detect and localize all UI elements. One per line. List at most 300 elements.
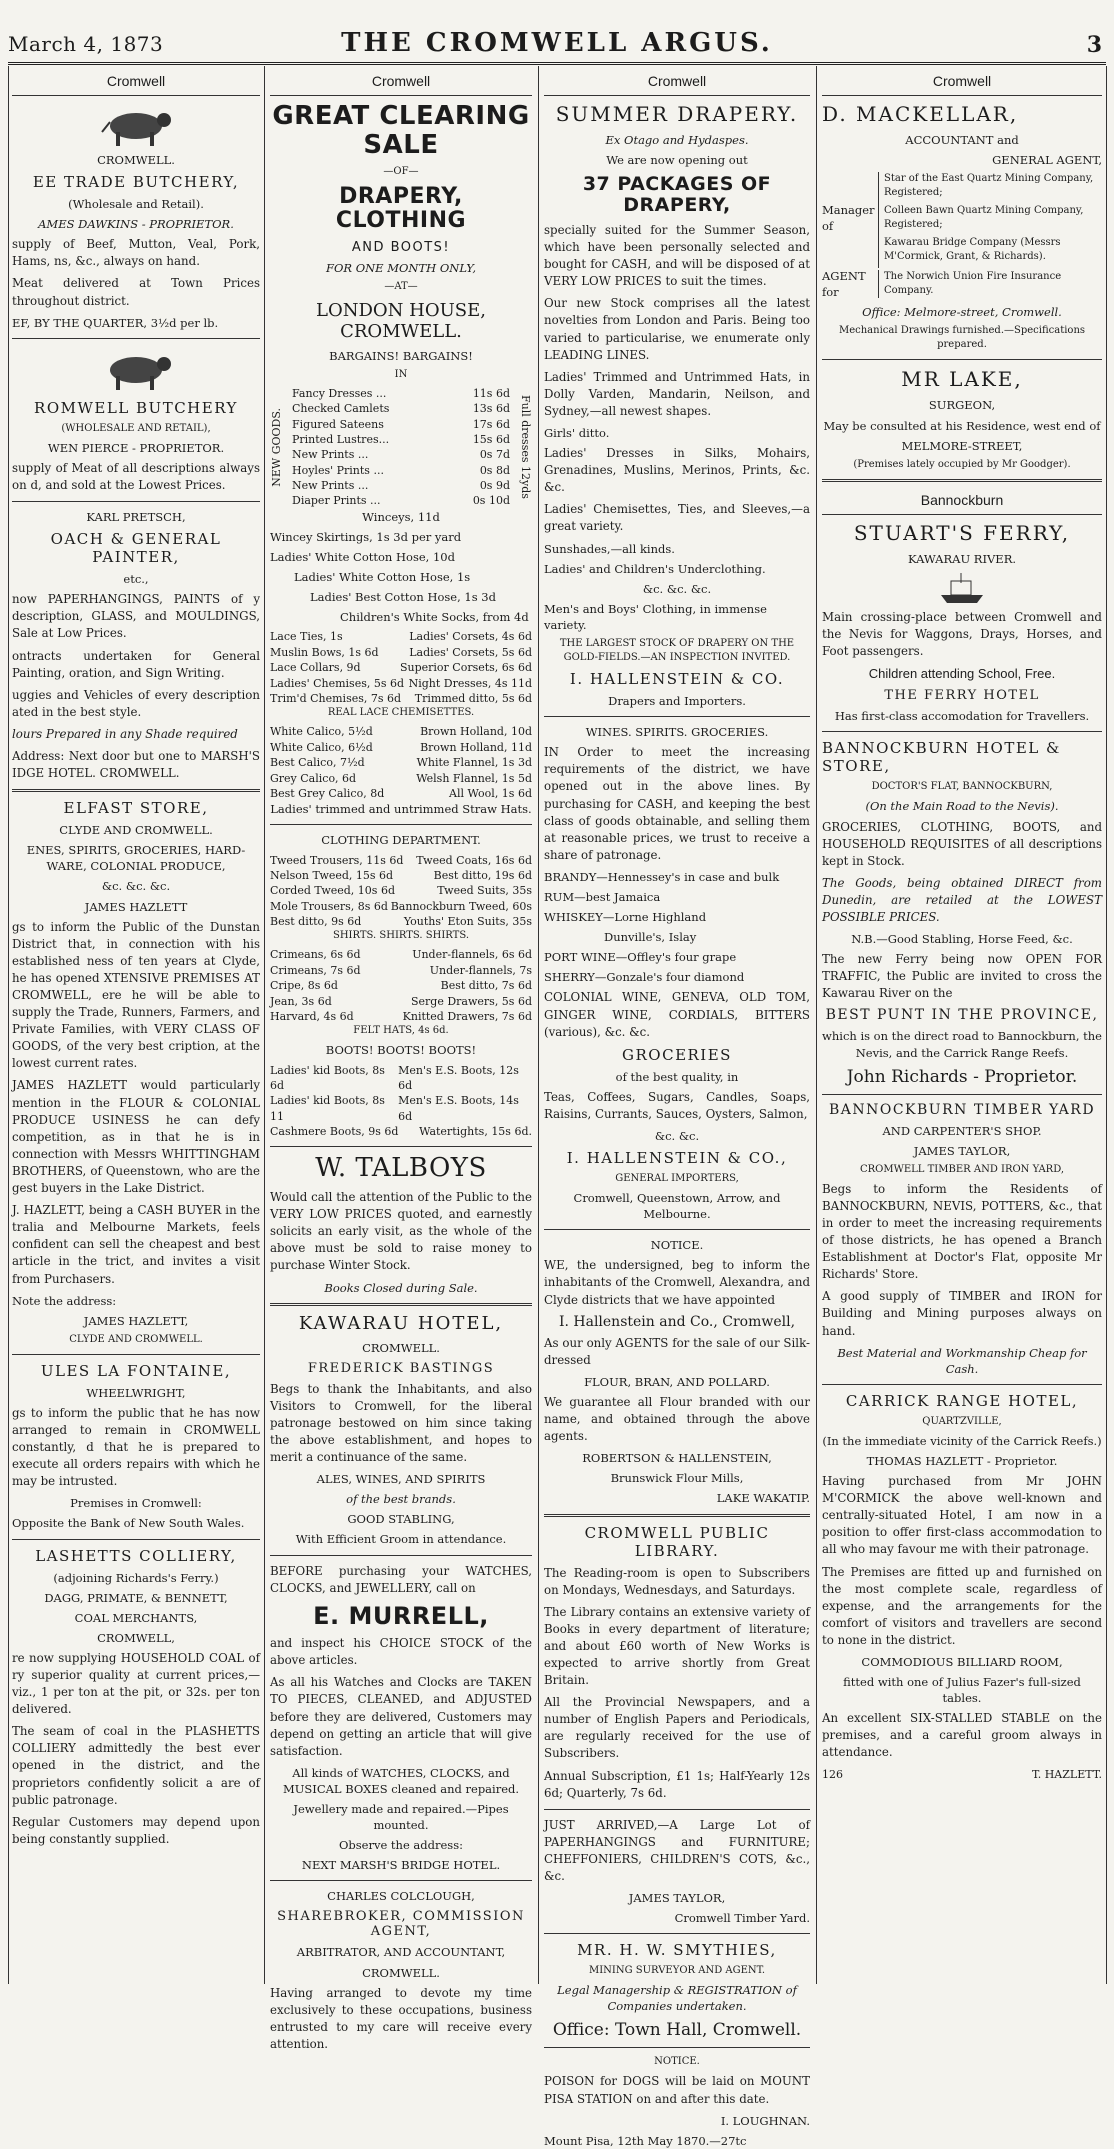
price-row [292, 432, 510, 447]
ad-line: I. LOUGHNAN. [720, 2113, 810, 2128]
ad-line: KAWARAU RIVER. [907, 551, 1017, 566]
ad-line: (WHOLESALE AND RETAIL), [61, 422, 211, 434]
ad-heading: ROMWELL BUTCHERY [34, 398, 238, 417]
price-item: Fancy Dresses ... [292, 386, 387, 400]
price-item: Figured Sateens [292, 417, 384, 431]
ad-heading: SUMMER DRAPERY. [555, 102, 799, 126]
page-number: 3 [1086, 32, 1102, 58]
column-header: Cromwell [270, 70, 532, 96]
price-item: Lace Collars, 9d [270, 661, 361, 675]
ad-text: Ladies' Dresses in Silks, Mohairs, Grenadines, Muslins, Merinos, Prints, &c. &c. [544, 446, 810, 495]
ad-text: All the Provincial Newspapers, and a number of English Papers and Periodicals, are regularly received for the use of Subscribers. [544, 1695, 810, 1761]
ad-text: and inspect his CHOICE STOCK of the above articles. [270, 1636, 532, 1668]
ad-line: Winceys, 11d [362, 509, 440, 524]
ad-text: supply of Beef, Mutton, Veal, Pork, Hams, ns, &c., always on hand. [12, 237, 260, 269]
ad-line: of the best brands. [346, 1492, 456, 1507]
price-item: Bannockburn Tweed, 60s [390, 899, 532, 913]
column-2 [270, 70, 532, 2051]
price-pairs [270, 724, 532, 801]
price-row [270, 724, 532, 739]
price-item: Ladies' Chemises, 5s 6d [270, 676, 405, 690]
ad-line: (On the Main Road to the Nevis). [865, 799, 1059, 814]
ad-text: now PAPERHANGINGS, PAINTS of y description, GLASS, and MOULDINGS, Sale at Low Prices. [12, 592, 260, 641]
price-row [270, 1009, 532, 1024]
ad-line: Children's White Socks, from 4d [340, 610, 529, 625]
price-row [270, 883, 532, 898]
price-item: All Wool, 1s 6d [449, 786, 532, 800]
column-4 [822, 70, 1102, 1982]
ad-line: ROBERTSON & HALLENSTEIN, [582, 1451, 772, 1466]
price-row [270, 755, 532, 770]
ad-heading: I. HALLENSTEIN & CO. [569, 670, 785, 689]
ad-text: GROCERIES, CLOTHING, BOOTS, and HOUSEHOLD REQUISITES of all descriptions kept in Stock. [822, 819, 1102, 868]
ad-line: GOOD STABLING, [347, 1512, 455, 1527]
column-rule [8, 66, 9, 1984]
price-item: Ladies' kid Boots, 8s 6d [270, 1063, 385, 1092]
ad-line: AND BOOTS! [351, 239, 451, 255]
ad-line: Dunville's, Islay [604, 930, 697, 945]
ad-line: N.B.—Good Stabling, Horse Feed, &c. [851, 932, 1073, 947]
ad-line: All kinds of WATCHES, CLOCKS, and MUSICAL BOXES cleaned and repaired. [282, 1765, 520, 1796]
price-item: Hoyles' Prints ... [292, 463, 384, 477]
ad-text: POISON for DOGS will be laid on MOUNT PISA STATION on and after this date. [544, 2074, 810, 2106]
ad-text: gs to inform the Public of the Dunstan District that, in connection with his established ness of ten years at Clyde, he has opened XTENSIVE PREMISES AT CROMWELL, ere he will be able to supply the Trade, Runners, Farmers, and Private Families, with VERY CLASS OF GOODS, of the very best cription, at the lowest current rates. [12, 919, 260, 1071]
ad-heading: E. MURRELL, [313, 1601, 489, 1630]
sale-subheadline: DRAPERY, CLOTHING [335, 184, 467, 234]
ad-heading: EE TRADE BUTCHERY, [32, 173, 240, 192]
ad-line: CLYDE AND CROMWELL. [59, 823, 213, 838]
ad-text: The Goods, being obtained DIRECT from Dunedin, are retailed at the LOWEST POSSIBLE PRICES. [822, 875, 1102, 924]
ad-line: (Premises lately occupied by Mr Goodger). [853, 458, 1071, 470]
ad-line: Office: Melmore-street, Cromwell. [862, 305, 1062, 320]
price-item: Mole Trousers, 8s 6d [270, 899, 388, 913]
ad-line: CROMWELL. [362, 1340, 440, 1355]
ad-line: Observe the address: [338, 1838, 463, 1853]
ad-line: FREDERICK BASTINGS [307, 1360, 495, 1376]
ad-line: &c. &c. [654, 1129, 700, 1143]
ox-icon [96, 102, 176, 150]
price-row [270, 1124, 532, 1139]
ad-heading: ELFAST STORE, [63, 799, 209, 818]
price-item: Superior Corsets, 6s 6d [399, 661, 532, 675]
ad-text: WE, the undersigned, beg to inform the inhabitants of the Cromwell, Alexandra, and Clyde districts that we have appointed [544, 1258, 810, 1307]
ad-heading: CROMWELL PUBLIC LIBRARY. [584, 1523, 770, 1560]
price-row [292, 401, 510, 416]
ad-line: COMMODIOUS BILLIARD ROOM, [861, 1654, 1063, 1669]
price-item: Tweed Coats, 16s 6d [416, 853, 532, 867]
ad-line: (adjoining Richards's Ferry.) [53, 1570, 219, 1585]
price-item: Checked Camlets [292, 402, 390, 416]
ad-line: Ex Otago and Hydaspes. [605, 133, 749, 147]
ad-text: Begs to inform the Residents of BANNOCKBURN, NEVIS, POTTERS, &c., that in order to meet the increasing requirements of those districts, he has opened a Branch Establishment at Doctor's Flat, opposite Mr Richards' Store. [822, 1181, 1102, 1282]
price-item: 15s 6d [472, 432, 510, 446]
ad-line: We are now opening out [606, 153, 748, 168]
ad-text: The Premises are fitted up and furnished on the most complete scale, regardless of expense, and the arrangements for the comfort of visitors and travellers are second to none in the district. [822, 1564, 1102, 1647]
ad-line: I. Hallenstein and Co., Cromwell, [558, 1313, 796, 1330]
price-row [270, 660, 532, 675]
price-item: Welsh Flannel, 1s 5d [416, 771, 532, 785]
ad-line: BEST PUNT IN THE PROVINCE, [825, 1007, 1099, 1024]
ad-line: CROMWELL. [97, 153, 175, 167]
column-header: Bannockburn [822, 489, 1102, 515]
ad-line: PORT WINE—Offley's four grape [544, 950, 737, 965]
price-item: 11s 6d [472, 386, 510, 400]
ad-line: Wincey Skirtings, 1s 3d per yard [270, 529, 462, 544]
ad-text: The Reading-room is open to Subscribers on Mondays, Wednesdays, and Saturdays. [544, 1565, 810, 1597]
price-item: Harvard, 4s 6d [270, 1010, 354, 1024]
ad-line: Sunshades,—all kinds. [544, 541, 675, 556]
ad-line: SHIRTS. SHIRTS. SHIRTS. [332, 930, 469, 942]
ad-line: BOOTS! BOOTS! BOOTS! [325, 1043, 477, 1058]
price-row [270, 853, 532, 868]
ad-line: Legal Managership & REGISTRATION of Companies undertaken. [557, 1983, 797, 2014]
price-item: Crimeans, 7s 6d [270, 963, 361, 977]
ad-text: As our only AGENTS for the sale of our Silk-dressed [544, 1335, 810, 1367]
ad-line: —AT— [384, 280, 418, 292]
ad-line: SURGEON, [928, 398, 996, 413]
ad-line: Has first-class accomodation for Travellers. [834, 709, 1090, 724]
ad-line: Cromwell, Queenstown, Arrow, and Melbourne. [573, 1191, 781, 1222]
price-item: Brown Holland, 11d [420, 740, 532, 754]
ad-text: Ladies' Chemisettes, Ties, and Sleeves,—a great variety. [544, 502, 810, 534]
ad-line: &c. &c. &c. [101, 879, 171, 894]
ad-line: ARBITRATOR, AND ACCOUNTANT, [296, 1945, 506, 1960]
ad-text: Would call the attention of the Public to the VERY LOW PRICES quoted, and earnestly solicits an early visit, as the whole of the above must be sold to raise money to purchase Winter Stock. [270, 1190, 532, 1273]
ad-line: LAKE WAKATIP. [716, 1491, 810, 1506]
ad-line: fitted with one of Julius Fazer's full-sized tables. [843, 1675, 1081, 1706]
price-item: Men's E.S. Boots, 12s 6d [398, 1063, 519, 1092]
ad-text: Regular Customers may depend upon being constantly supplied. [12, 1814, 260, 1846]
ad-text: ontracts undertaken for General Painting, oration, and Sign Writing. [12, 648, 260, 680]
price-row [270, 899, 532, 914]
price-row [270, 786, 532, 801]
ad-line: JAMES HAZLETT, [83, 1313, 189, 1328]
ad-line: NEXT MARSH'S BRIDGE HOTEL. [301, 1858, 501, 1873]
ad-line: WHEELWRIGHT, [86, 1385, 186, 1400]
ad-line: FLOUR, BRAN, AND POLLARD. [584, 1374, 770, 1389]
ad-line: Jewellery made and repaired.—Pipes mounted. [293, 1802, 509, 1833]
ad-line: JAMES HAZLETT [84, 899, 188, 914]
price-item: Best ditto, 9s 6d [270, 915, 362, 929]
ad-heading: STUART'S FERRY, [853, 520, 1071, 545]
ad-text: Teas, Coffees, Sugars, Candles, Soaps, Raisins, Currants, Sauces, Oysters, Salmon, [544, 1089, 810, 1121]
ad-line: WHISKEY—Lorne Highland [544, 910, 707, 925]
ad-text: Annual Subscription, £1 1s; Half-Yearly 12s 6d; Quarterly, 7s 6d. [544, 1768, 810, 1800]
side-label: NEW GOODS. [270, 407, 283, 487]
ad-line: which is on the direct road to Bannockburn, the Nevis, and the Carrick Range Reefs. [822, 1029, 1102, 1060]
ad-text: J. HAZLETT, being a CASH BUYER in the tralia and Melbourne Markets, feels confident can sell the cheapest and best article in the trict, and invites a visit from Purchasers. [12, 1203, 260, 1286]
ad-line: 126 [822, 1767, 843, 1781]
ad-text: Meat delivered at Town Prices throughout district. [12, 276, 260, 308]
ad-line: CROMWELL. [362, 1965, 440, 1980]
ad-line: (Wholesale and Retail). [68, 197, 204, 212]
price-row [270, 629, 532, 644]
ad-line: Opposite the Bank of New South Wales. [12, 1516, 245, 1531]
ad-line: Premises in Cromwell: [70, 1496, 202, 1511]
ad-line: AGENT for [822, 269, 866, 300]
ad-line: Children attending School, Free. [868, 666, 1056, 682]
ad-line: Ladies' trimmed and untrimmed Straw Hats. [270, 802, 532, 817]
ad-line: CLYDE AND CROMWELL. [69, 1333, 203, 1345]
price-row [270, 691, 532, 706]
ad-heading: CARRICK RANGE HOTEL, [845, 1391, 1079, 1410]
ad-text: COLONIAL WINE, GENEVA, OLD TOM, GINGER WINE, CORDIALS, BITTERS (various), &c. &c. [544, 990, 810, 1039]
ox-icon [96, 346, 176, 394]
price-item: Cashmere Boots, 9s 6d [270, 1125, 399, 1139]
ad-line: THE LARGEST STOCK OF DRAPERY ON THE GOLD-FIELDS.—AN INSPECTION INVITED. [559, 638, 795, 664]
ad-line: NOTICE. [654, 2056, 700, 2068]
price-row [270, 740, 532, 755]
ad-line: With Efficient Groom in attendance. [295, 1532, 507, 1547]
ad-line: WEN PIERCE - PROPRIETOR. [47, 440, 225, 455]
masthead-rule [8, 62, 1106, 65]
ad-heading: 37 PACKAGES OF DRAPERY, [582, 173, 772, 217]
price-row [270, 947, 532, 962]
ad-text: We guarantee all Flour branded with our name, and obtained through the above agents. [544, 1394, 810, 1444]
ad-text: IN Order to meet the increasing requirements of the district, we have opened out in the above lines. By purchasing for CASH, and keeping the best class of goods obtainable, and selling them at reasonable prices, we trust to receive a share of patronage. [544, 745, 810, 862]
ad-text: Our new Stock comprises all the latest novelties from London and Paris. Being too varied to particularise, we enumerate only LEADING LINES. [544, 296, 810, 362]
ad-line: AMES DAWKINS - PROPRIETOR. [38, 217, 234, 232]
ad-text: As all his Watches and Clocks are TAKEN TO PIECES, CLEANED, and ADJUSTED before they are delivered, Customers may depend on getting an article that will give satisfaction. [270, 1675, 532, 1758]
ad-line: ALES, WINES, AND SPIRITS [316, 1472, 486, 1487]
price-row [270, 1093, 532, 1124]
ad-line: FOR ONE MONTH ONLY, [325, 260, 477, 275]
price-item: 0s 10d [472, 494, 510, 508]
ad-text: Having arranged to devote my time exclusively to these occupations, business entrusted to my care will receive every attention. [270, 1985, 532, 2051]
price-item: Best Grey Calico, 8d [270, 786, 385, 800]
price-item: 13s 6d [472, 402, 510, 416]
price-item: Trimmed ditto, 5s 6d [414, 692, 532, 705]
ad-heading: OACH & GENERAL PAINTER, [50, 530, 222, 567]
price-item: Under-flannels, 7s [429, 963, 532, 977]
ad-text: Address: Next door but one to MARSH'S IDGE HOTEL. CROMWELL. [12, 748, 260, 781]
ad-line: T. HAZLETT. [1032, 1767, 1102, 1781]
price-item: Under-flannels, 6s 6d [412, 948, 532, 962]
price-item: Youths' Eton Suits, 35s [403, 915, 532, 929]
ad-line: BARGAINS! BARGAINS! [329, 348, 473, 363]
price-item: Nelson Tweed, 15s 6d [270, 868, 394, 882]
price-item: Ladies' Corsets, 5s 6d [409, 645, 532, 659]
ad-line: MINING SURVEYOR AND AGENT. [588, 1965, 766, 1977]
price-item: Corded Tweed, 10s 6d [270, 884, 395, 898]
ad-line: EF, BY THE QUARTER, 3½d per lb. [12, 315, 219, 330]
price-item: Grey Calico, 6d [270, 771, 357, 785]
ad-line: &c. &c. &c. [642, 581, 712, 596]
ad-line: CLOTHING DEPARTMENT. [321, 833, 481, 848]
ad-text: Begs to thank the Inhabitants, and also Visitors to Cromwell, for the liberal patronage bestowed on him since taking the above establishment, and hopes to merit a continuance of the same. [270, 1381, 532, 1465]
ad-line: Kawarau Bridge Company (Messrs M'Cormick, Grant, & Richards). [884, 237, 1061, 263]
side-label: Full dresses 12yds [519, 395, 532, 500]
price-item: Men's E.S. Boots, 14s 6d [398, 1094, 519, 1123]
price-item: Printed Lustres... [292, 432, 390, 446]
price-row [292, 478, 510, 493]
price-row [292, 447, 510, 462]
masthead [0, 28, 1114, 64]
price-item: New Prints ... [292, 448, 369, 462]
price-item: Lace Ties, 1s [270, 630, 343, 644]
price-pairs [270, 947, 532, 1024]
price-row [270, 645, 532, 660]
ad-line: JAMES TAYLOR, [913, 1143, 1011, 1158]
price-row [270, 978, 532, 993]
ad-line: ENES, SPIRITS, GROCERIES, HARD-WARE, COLONIAL PRODUCE, [26, 843, 246, 874]
price-row [292, 493, 510, 508]
ad-line: of the best quality, in [615, 1069, 739, 1084]
ad-heading: ULES LA FONTAINE, [40, 1361, 232, 1380]
price-item: 17s 6d [472, 417, 510, 431]
ad-text: re now supplying HOUSEHOLD COAL of ry superior quality at current prices,—viz., 1 per ton at the pit, or 32s. per ton delivered. [12, 1650, 260, 1717]
column-rule [538, 66, 539, 1984]
price-item: Crimeans, 6s 6d [270, 948, 361, 962]
ad-line: GENERAL AGENT, [992, 153, 1102, 168]
ad-heading: W. TALBOYS [315, 1153, 487, 1184]
ad-heading: GROCERIES [622, 1045, 732, 1064]
ad-line: etc., [123, 572, 149, 587]
price-item: White Calico, 5½d [270, 725, 373, 739]
ad-heading: MR LAKE, [901, 367, 1023, 392]
ad-line: SHERRY—Gonzale's four diamond [544, 970, 745, 985]
price-item: New Prints ... [292, 479, 369, 493]
column-1 [12, 70, 260, 1982]
ad-line: Drapers and Importers. [608, 694, 746, 709]
price-row [270, 868, 532, 883]
column-rule [264, 66, 265, 1984]
goods-list [286, 386, 516, 509]
ad-line: Ladies' Best Cotton Hose, 1s 3d [310, 590, 496, 605]
ad-line: THE FERRY HOTEL [884, 688, 1040, 704]
price-item: White Flannel, 1s 3d [416, 756, 532, 770]
price-row [270, 676, 532, 691]
ad-line: BRANDY—Hennessey's in case and bulk [544, 869, 780, 884]
ad-heading: SHAREBROKER, COMMISSION AGENT, [277, 1909, 525, 1940]
ferry-boat-icon [937, 571, 987, 607]
ad-heading: BANNOCKBURN HOTEL & STORE, [822, 739, 1061, 776]
ad-line: DAGG, PRIMATE, & BENNETT, [44, 1590, 228, 1605]
shop-name: LONDON HOUSE, CROMWELL. [316, 299, 486, 342]
price-pairs [270, 629, 532, 706]
price-item: Diaper Prints ... [292, 494, 381, 508]
ad-heading: Office: Town Hall, Cromwell. [552, 2020, 802, 2041]
ad-line: Girls' ditto. [544, 426, 610, 440]
ad-line: (In the immediate vicinity of the Carrick Reefs.) [822, 1433, 1102, 1448]
price-item: 0s 7d [479, 448, 510, 462]
ad-line: THOMAS HAZLETT - Proprietor. [866, 1453, 1058, 1468]
ad-text: gs to inform the public that he has now arranged to remain in CROMWELL constantly, d that he is prepared to execute all orders repairs with which he may be intrusted. [12, 1405, 260, 1489]
ad-line: RUM—best Jamaica [544, 889, 661, 904]
ad-text: A good supply of TIMBER and IRON for Building and Mining purposes always on hand. [822, 1289, 1102, 1338]
ad-text: Main crossing-place between Cromwell and the Nevis for Waggons, Drays, Horses, and Foot passengers. [822, 609, 1102, 659]
ad-text: An excellent SIX-STALLED STABLE on the premises, and a careful groom always in attendance. [822, 1711, 1102, 1760]
price-item: Trim'd Chemises, 7s 6d [270, 692, 402, 705]
ad-text: Having purchased from Mr JOHN M'CORMICK the above well-known and centrally-situated Hotel, I am now in a position to offer first-class accommodation to all who may favour me with their patronage. [822, 1474, 1102, 1557]
price-item: Ladies' Corsets, 4s 6d [409, 630, 532, 644]
ad-line: The Norwich Union Fire Insurance Company. [878, 270, 1102, 298]
ad-line: Books Closed during Sale. [324, 1280, 478, 1295]
ad-text: BEFORE purchasing your WATCHES, CLOCKS, and JEWELLERY, call on [270, 1563, 532, 1595]
price-item: White Calico, 6½d [270, 740, 373, 754]
ad-line: —OF— [383, 166, 419, 178]
price-row [292, 386, 510, 401]
newspaper-title: THE CROMWELL ARGUS. [341, 28, 773, 58]
ad-line: MELMORE-STREET, [901, 438, 1023, 453]
ad-line: Manager of [822, 203, 875, 234]
price-item: Tweed Trousers, 11s 6d [270, 853, 404, 867]
sale-headline: GREAT CLEARING SALE [272, 101, 530, 160]
ad-line: Brunswick Flour Mills, [610, 1471, 744, 1486]
price-row [270, 914, 532, 929]
ad-line: CROMWELL TIMBER AND IRON YARD, [859, 1163, 1065, 1175]
ad-line: Men's and Boys' Clothing, in immense variety. [544, 601, 767, 632]
ad-line: Mount Pisa, 12th May 1870.—27tc [544, 2133, 747, 2148]
ad-text: lours Prepared in any Shade required [12, 726, 238, 741]
price-item: Tweed Suits, 35s [437, 884, 532, 898]
ad-text: The seam of coal in the PLASHETTS COLLIERY admittedly the best ever opened in the district, and the proprietors confidently solicit a are of public patronage. [12, 1724, 260, 1807]
ad-line: Colleen Bawn Quartz Mining Company, Registered; [884, 205, 1084, 231]
ad-heading: D. MACKELLAR, [822, 102, 1019, 126]
ad-heading: NOTICE. [650, 1238, 704, 1253]
price-item: Best ditto, 7s 6d [440, 979, 532, 993]
price-pairs [270, 853, 532, 930]
ad-line: Star of the East Quartz Mining Company, Registered; [884, 173, 1094, 199]
price-item: Cripe, 8s 6d [270, 979, 338, 993]
price-row [292, 463, 510, 478]
ad-heading: BANNOCKBURN TIMBER YARD [828, 1101, 1096, 1118]
ad-line: QUARTZVILLE, [922, 1415, 1002, 1427]
column-3 [544, 70, 810, 2148]
ad-heading: LASHETTS COLLIERY, [35, 1546, 237, 1565]
ad-line: IN [394, 368, 408, 380]
ad-line: Ladies' White Cotton Hose, 10d [270, 550, 455, 565]
price-item: Best Calico, 7½d [270, 756, 365, 770]
price-row [270, 1063, 532, 1094]
ad-line: Ladies' and Children's Underclothing. [544, 561, 766, 576]
price-item: Brown Holland, 10d [420, 725, 532, 739]
ad-line: Best Material and Workmanship Cheap for Cash. [837, 1345, 1087, 1376]
price-row [292, 417, 510, 432]
ad-line: Mechanical Drawings furnished.—Specifications prepared. [838, 325, 1086, 351]
column-header: Cromwell [822, 70, 1102, 96]
column-header: Cromwell [544, 70, 810, 96]
price-row [270, 994, 532, 1009]
price-row [270, 771, 532, 786]
ad-text: supply of Meat of all descriptions always on d, and sold at the Lowest Prices. [12, 460, 260, 492]
ad-heading: I. HALLENSTEIN & CO., [566, 1149, 788, 1168]
price-item: Knitted Drawers, 7s 6d [402, 1010, 532, 1024]
price-item: Jean, 3s 6d [270, 994, 332, 1008]
ad-line: COAL MERCHANTS, [74, 1610, 198, 1625]
price-item: 0s 8d [479, 463, 510, 477]
ad-text: JUST ARRIVED,—A Large Lot of PAPERHANGINGS and FURNITURE; CHEFFONIERS, CHILDREN'S COTS, &c., &c. [544, 1817, 810, 1883]
ad-line: FELT HATS, 4s 6d. [353, 1025, 449, 1037]
price-item: 0s 9d [479, 479, 510, 493]
ad-line: ACCOUNTANT and [905, 133, 1019, 147]
ad-line: KARL PRETSCH, [86, 510, 186, 525]
ad-text: uggies and Vehicles of every description ated in the best style. [12, 687, 260, 719]
price-row [270, 963, 532, 978]
price-item: Watertights, 15s 6d. [419, 1125, 532, 1139]
ad-line: GENERAL IMPORTERS, [615, 1173, 739, 1185]
ad-heading: John Richards - Proprietor. [846, 1066, 1078, 1087]
ad-text: specially suited for the Summer Season, which have been personally selected and bought for CASH, and will be disposed of at VERY LOW PRICES to suit the times. [544, 222, 810, 289]
price-item: Ladies' kid Boots, 8s 11 [270, 1094, 385, 1123]
ad-heading: KAWARAU HOTEL, [298, 1312, 504, 1334]
price-item: Best ditto, 19s 6d [433, 868, 532, 882]
issue-date: March 4, 1873 [8, 32, 164, 56]
ad-line: May be consulted at his Residence, west end of [823, 418, 1101, 433]
ad-text: Ladies' Trimmed and Untrimmed Hats, in Dolly Varden, Mandarin, Neilson, and Sydney,—all newest shapes. [544, 369, 810, 418]
ad-heading: MR. H. W. SMYTHIES, [577, 1941, 777, 1960]
ad-text: The new Ferry being now OPEN FOR TRAFFIC, the Public are invited to cross the Kawarau River on the [822, 952, 1102, 1001]
